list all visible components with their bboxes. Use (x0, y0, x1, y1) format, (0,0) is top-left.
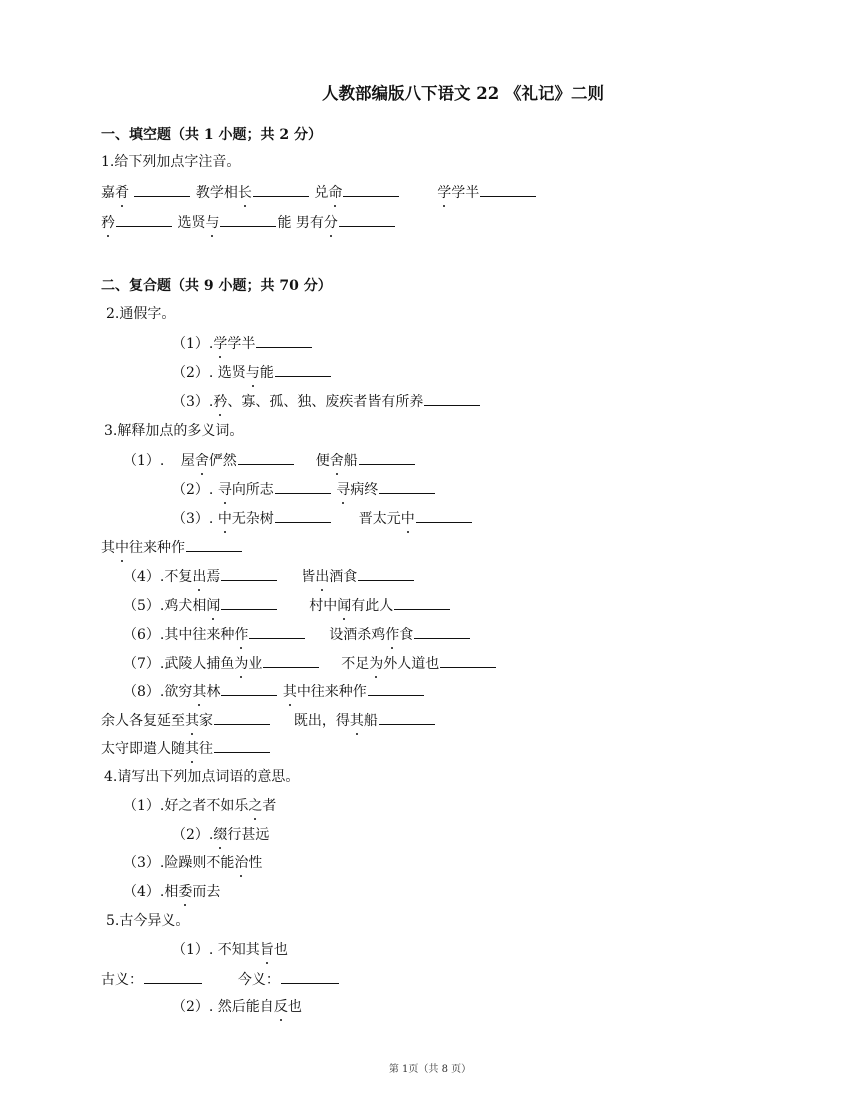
dotted-char: 缀 (213, 827, 228, 843)
answer-blank[interactable] (221, 566, 277, 581)
question-3-item-7: （7）.武陵人捕鱼为业 不足为外人道也 (123, 653, 497, 673)
answer-blank[interactable] (424, 391, 480, 406)
question-3-item-8: （8）.欲穷其林 其中往来种作 (123, 681, 425, 701)
answer-blank[interactable] (263, 653, 319, 668)
answer-blank[interactable] (440, 653, 496, 668)
dotted-char: 肴 (115, 185, 129, 201)
dotted-char: 其 (349, 713, 364, 729)
question-3-item-4: （4）.不复出焉 皆出酒食 (123, 566, 415, 586)
question-1-row-1: 嘉肴 教学相长 兑命 学学半 (101, 182, 537, 202)
dotted-char: 与 (205, 215, 220, 231)
question-3-item-1: （1）. 屋舍俨然 便舍船 (123, 450, 416, 470)
answer-blank[interactable] (116, 212, 172, 227)
answer-blank[interactable] (253, 182, 309, 197)
answer-blank[interactable] (416, 508, 472, 523)
question-5-meanings (101, 969, 340, 989)
answer-blank[interactable] (394, 595, 450, 610)
question-3-item-5: （5）.鸡犬相闻 村中闻有此人 (123, 595, 451, 615)
dotted-char: 其 (185, 741, 199, 757)
dotted-char: 矜 (213, 394, 228, 410)
dotted-char: 寻 (217, 482, 232, 498)
question-5-item-1: （1）. 不知其旨也 (172, 942, 288, 958)
answer-blank[interactable] (480, 182, 536, 197)
answer-blank[interactable] (249, 624, 305, 639)
answer-blank[interactable] (256, 333, 312, 348)
question-2-prompt: 2.通假字。 (106, 306, 176, 322)
question-3-item-6: （6）.其中往来种作 设酒杀鸡作食 (123, 624, 471, 644)
answer-blank[interactable] (220, 212, 276, 227)
answer-blank[interactable] (359, 450, 415, 465)
dotted-char: 矜 (101, 215, 115, 231)
answer-blank[interactable] (275, 508, 331, 523)
page-footer: 第 1页（共 8 页） (388, 1064, 472, 1075)
dotted-char: 闻 (206, 598, 221, 614)
modern-meaning-blank[interactable] (281, 969, 339, 984)
question-1-prompt: 1.给下列加点字注音。 (101, 154, 241, 170)
section-heading-fill-blank: 一、填空题（共 1 小题；共 2 分） (101, 127, 322, 143)
dotted-char: 出 (315, 569, 330, 585)
dotted-char: 为 (369, 656, 384, 672)
answer-blank[interactable] (358, 566, 414, 581)
question-5-prompt: 5.古今异义。 (106, 913, 190, 929)
dotted-char: 分 (323, 215, 338, 231)
dotted-char: 治 (234, 855, 249, 871)
answer-blank[interactable] (186, 537, 242, 552)
dotted-char: 其 (185, 713, 199, 729)
dotted-char: 作 (385, 627, 400, 643)
dotted-char: 作 (234, 627, 249, 643)
answer-blank[interactable] (221, 681, 277, 696)
dotted-char: 长 (237, 185, 252, 201)
dotted-char: 学 (213, 336, 228, 352)
dotted-char: 与 (245, 365, 260, 381)
document-title: 人教部编版八下语文 22 《礼记》二则 (322, 84, 604, 103)
dotted-char: 之 (248, 798, 263, 814)
answer-blank[interactable] (414, 624, 470, 639)
modern-meaning-label: 今义： (237, 972, 280, 988)
question-4-item-3: （3）.险躁则不能治性 (123, 855, 263, 871)
dotted-char: 闻 (337, 598, 352, 614)
dotted-char: 中 (400, 511, 415, 527)
answer-blank[interactable] (343, 182, 399, 197)
dotted-char: 学 (437, 185, 452, 201)
answer-blank[interactable] (214, 738, 270, 753)
ancient-meaning-blank[interactable] (144, 969, 202, 984)
question-5-item-2: （2）. 然后能自反也 (172, 999, 302, 1015)
answer-blank[interactable] (275, 479, 331, 494)
dotted-char: 旨 (259, 942, 274, 958)
dotted-char: 反 (273, 999, 288, 1015)
dotted-char: 其 (282, 684, 297, 700)
question-3-prompt: 3.解释加点的多义词。 (104, 423, 244, 439)
dotted-char: 舍 (329, 453, 344, 469)
dotted-char: 中 (115, 540, 129, 556)
question-4-item-2: （2）.缀行甚远 (172, 827, 270, 843)
answer-blank[interactable] (214, 710, 270, 725)
answer-blank[interactable] (379, 479, 435, 494)
question-3-item-3-continued: 其中往来种作 (101, 537, 243, 557)
dotted-char: 寻 (336, 482, 351, 498)
question-3-item-8-continued-1: 余人各复延至其家 既出，得其船 (101, 710, 436, 730)
dotted-char: 为 (234, 656, 249, 672)
dotted-char: 中 (217, 511, 232, 527)
question-4-item-1: （1）.好之者不如乐之者 (123, 798, 277, 814)
question-2-item-1: （1）.学学半 (172, 333, 313, 353)
question-3-item-3: （3）. 中无杂树 晋太元中 (172, 508, 473, 528)
answer-blank[interactable] (368, 681, 424, 696)
answer-blank[interactable] (134, 182, 190, 197)
question-4-prompt: 4.请写出下列加点词语的意思。 (104, 769, 300, 785)
question-3-item-2: （2）. 寻向所志 寻病终 (172, 479, 436, 499)
answer-blank[interactable] (379, 710, 435, 725)
dotted-char: 舍 (194, 453, 209, 469)
ancient-meaning-label: 古义： (101, 972, 143, 988)
question-2-item-2: （2）. 选贤与能 (172, 362, 332, 382)
answer-blank[interactable] (339, 212, 395, 227)
question-2-item-3: （3）.矜、寡、孤、独、废疾者皆有所养 (172, 391, 481, 411)
question-1-row-2: 矜 选贤与 能 男有分 (101, 212, 396, 232)
dotted-char: 其 (192, 684, 207, 700)
answer-blank[interactable] (275, 362, 331, 377)
question-3-item-8-continued-2: 太守即遣人随其往 (101, 738, 271, 758)
answer-blank[interactable] (221, 595, 277, 610)
answer-blank[interactable] (238, 450, 294, 465)
dotted-char: 委 (178, 884, 193, 900)
section-heading-composite: 二、复合题（共 9 小题；共 70 分） (101, 278, 332, 294)
question-4-item-4: （4）.相委而去 (123, 884, 221, 900)
dotted-char: 出 (192, 569, 207, 585)
dotted-char: 命 (328, 185, 343, 201)
